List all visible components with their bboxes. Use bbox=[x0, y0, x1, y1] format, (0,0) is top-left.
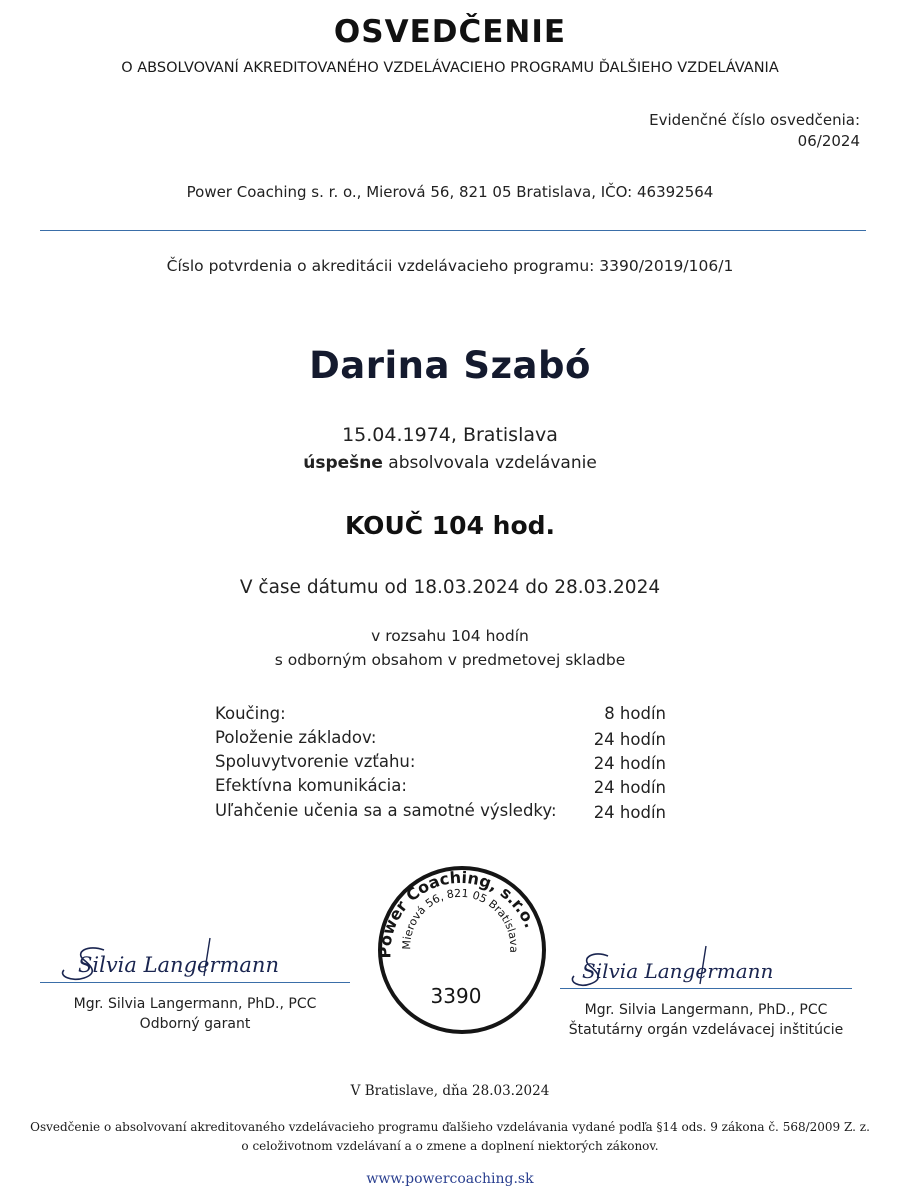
stamp-company: Power Coaching, s.r.o. bbox=[375, 867, 541, 959]
legal-note-line2: o celoživotnom vzdelávaní a o zmene a doplnení niektorých zákonov. bbox=[241, 1139, 659, 1153]
left-signatory bbox=[40, 994, 350, 1034]
subject-hours: 8 hodín bbox=[604, 704, 666, 723]
completion-rest: absolvovala vzdelávanie bbox=[382, 453, 597, 473]
subject-hours: 24 hodín bbox=[593, 803, 666, 822]
completion-statement bbox=[0, 453, 900, 473]
document-title: OSVEDČENIE bbox=[333, 14, 567, 50]
right-signatory bbox=[560, 1000, 852, 1040]
right-signature-line bbox=[560, 988, 852, 989]
left-signatory-role: Odborný garant bbox=[139, 1016, 251, 1032]
subject-name: Koučing: bbox=[215, 704, 286, 723]
organization-info: Power Coaching s. r. o., Mierová 56, 821 05 Bratislava, IČO: 46392564 bbox=[186, 183, 714, 201]
subject-hours: 24 hodín bbox=[593, 754, 666, 773]
accreditation-number: Číslo potvrdenia o akreditácii vzdelávacieho programu: 3390/2019/106/1 bbox=[166, 257, 734, 275]
course-title: KOUČ 104 hod. bbox=[344, 511, 556, 540]
evidence-number: 06/2024 bbox=[797, 132, 860, 150]
subject-hours: 24 hodín bbox=[593, 730, 666, 749]
right-signatory-name: Mgr. Silvia Langermann, PhD., PCC bbox=[584, 1002, 828, 1018]
evidence-block bbox=[649, 110, 860, 152]
header-divider bbox=[40, 230, 866, 231]
subject-name: Efektívna komunikácia: bbox=[215, 776, 407, 795]
evidence-label: Evidenčné číslo osvedčenia: bbox=[649, 111, 860, 129]
right-signatory-role: Štatutárny orgán vzdelávacej inštitúcie bbox=[568, 1022, 844, 1038]
recipient-birth: 15.04.1974, Bratislava bbox=[342, 424, 558, 446]
completion-bold: úspešne bbox=[303, 453, 383, 473]
subject-name: Uľahčenie učenia sa a samotné výsledky: bbox=[215, 801, 557, 820]
course-period: V čase dátumu od 18.03.2024 do 28.03.2024 bbox=[239, 577, 661, 598]
stamp-number: 3390 bbox=[430, 984, 482, 1008]
website-link[interactable]: www.powercoaching.sk bbox=[366, 1171, 534, 1187]
subject-name: Spoluvytvorenie vzťahu: bbox=[215, 752, 416, 771]
right-signature bbox=[560, 938, 860, 998]
signature-handwriting: Silvia Langermann bbox=[582, 959, 774, 983]
course-content: s odborným obsahom v predmetovej skladbe bbox=[274, 651, 626, 669]
stamp-address: Mierová 56, 821 05 Bratislava bbox=[400, 886, 521, 954]
course-scope: v rozsahu 104 hodín bbox=[371, 627, 529, 645]
recipient-name: Darina Szabó bbox=[309, 344, 591, 387]
document-subtitle: O ABSOLVOVANÍ AKREDITOVANÉHO VZDELÁVACIEHO PROGRAMU ĎALŠIEHO VZDELÁVANIA bbox=[121, 60, 779, 76]
left-signature bbox=[40, 930, 360, 990]
left-signatory-name: Mgr. Silvia Langermann, PhD., PCC bbox=[73, 996, 317, 1012]
left-signature-line bbox=[40, 982, 350, 983]
issue-place-date: V Bratislave, dňa 28.03.2024 bbox=[350, 1083, 550, 1099]
signature-handwriting: Silvia Langermann bbox=[78, 953, 279, 977]
subject-name: Položenie základov: bbox=[215, 728, 377, 747]
legal-note-line1: Osvedčenie o absolvovaní akreditovaného vzdelávacieho programu ďalšieho vzdelávania vydané podľa §14 ods. 9 zákona č. 568/2009 Z. z. bbox=[30, 1120, 870, 1134]
company-stamp bbox=[370, 860, 550, 1040]
subject-hours: 24 hodín bbox=[593, 778, 666, 797]
